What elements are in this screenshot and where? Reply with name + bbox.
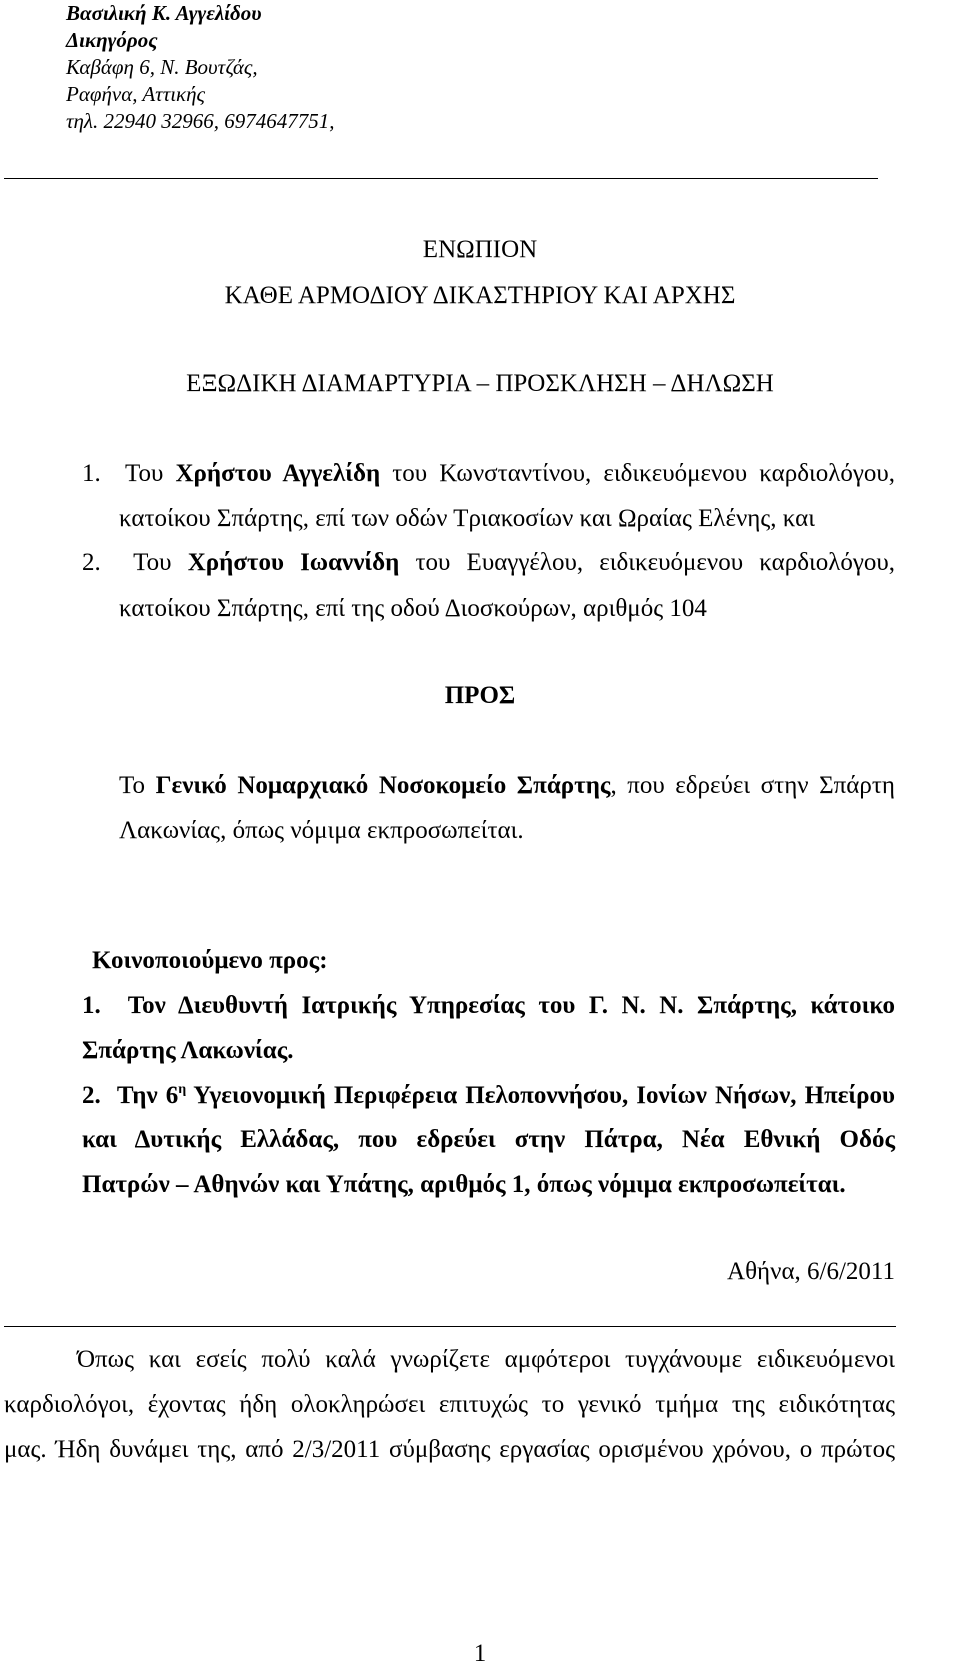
notified-2-line-3: Πατρών – Αθηνών και Υπάτης, αριθμός 1, όπως νόμιμα εκπροσωπείται.	[82, 1171, 846, 1198]
claimant-1-name: Χρήστου Αγγελίδη	[175, 460, 381, 487]
notified-2-text-a: Την 6	[116, 1082, 179, 1109]
body-line-3-text: μας. Ήδη δυνάμει της, από 2/3/2011 σύμβασης εργασίας ορισμένου χρόνου, ο πρώτος	[4, 1436, 895, 1463]
body-line-1	[77, 1346, 895, 1374]
recipient-line-1	[119, 772, 895, 800]
sender-address-2: Ραφήνα, Αττικής	[66, 82, 206, 106]
to-label: ΠΡΟΣ	[444, 682, 516, 709]
claimant-2-number: 2.	[82, 549, 101, 576]
claimant-1-line-2: κατοίκου Σπάρτης, επί των οδών Τριακοσίων και Ωραίας Ελένης, και	[119, 505, 815, 532]
recipient-pre: Το	[119, 772, 146, 799]
claimant-2-line-2: κατοίκου Σπάρτης, επί της οδού Διοσκούρων, αριθμός 104	[119, 595, 707, 622]
notified-2-line-2	[82, 1126, 895, 1154]
sender-phone: τηλ. 22940 32966, 6974647751,	[66, 109, 335, 133]
claimant-1-details: του Κωνσταντίνου, ειδικευόμενου καρδιολόγου,	[392, 460, 896, 487]
body-line-1-text: Όπως και εσείς πολύ καλά γνωρίζετε αμφότεροι τυγχάνουμε ειδικευόμενοι	[77, 1346, 895, 1373]
sender-name: Βασιλική Κ. Αγγελίδου	[66, 1, 262, 25]
claimant-1-pre: Του	[124, 460, 164, 487]
sender-address-1: Καβάφη 6, Ν. Βουτζάς,	[66, 55, 258, 79]
body-line-2	[4, 1391, 895, 1419]
recipient-name: Γενικό Νομαρχιακό Νοσοκομείο Σπάρτης	[155, 772, 611, 799]
notified-1-number: 1.	[82, 992, 101, 1019]
notified-1-text: Τον Διευθυντή Ιατρικής Υπηρεσίας του Γ. Ν. Ν. Σπάρτης, κάτοικο	[127, 992, 895, 1019]
claimant-2-details: του Ευαγγέλου, ειδικευόμενου καρδιολόγου,	[415, 549, 896, 576]
recipient-line-2: Λακωνίας, όπως νόμιμα εκπροσωπείται.	[119, 817, 524, 844]
sender-title: Δικηγόρος	[66, 28, 158, 52]
body-line-3	[4, 1436, 895, 1464]
notified-2-number: 2.	[82, 1082, 101, 1109]
header-divider	[4, 178, 878, 179]
claimant-1-number: 1.	[82, 460, 101, 487]
heading-before: ΕΝΩΠΙΟΝ	[422, 236, 538, 263]
notified-label: Κοινοποιούμενο προς:	[92, 947, 328, 974]
notified-2-line-2-text: και Δυτικής Ελλάδας, που εδρεύει στην Πάτρα, Νέα Εθνική Οδός	[82, 1126, 895, 1153]
place-date: Αθήνα, 6/6/2011	[727, 1258, 895, 1285]
page-number: 1	[473, 1640, 487, 1667]
claimant-2-pre: Του	[133, 549, 172, 576]
claimant-2-line-1	[82, 549, 895, 577]
body-line-2-text: καρδιολόγοι, έχοντας ήδη ολοκληρώσει επιτυχώς το γενικό τμήμα της ειδικότητας	[4, 1391, 895, 1418]
claimant-2-name: Χρήστου Ιωαννίδη	[187, 549, 400, 576]
claimant-1-line-1	[82, 460, 895, 488]
notified-1-line-1	[82, 992, 895, 1020]
notified-2-line-1	[82, 1082, 895, 1110]
document-type-title: ΕΞΩΔΙΚΗ ΔΙΑΜΑΡΤΥΡΙΑ – ΠΡΟΣΚΛΗΣΗ – ΔΗΛΩΣΗ	[186, 370, 774, 397]
notified-1-line-2: Σπάρτης Λακωνίας.	[82, 1037, 294, 1064]
recipient-location: , που εδρεύει στην Σπάρτη	[610, 772, 895, 799]
notified-2-superscript: η	[178, 1082, 187, 1097]
heading-court: ΚΑΘΕ ΑΡΜΟΔΙΟΥ ΔΙΚΑΣΤΗΡΙΟΥ ΚΑΙ ΑΡΧΗΣ	[224, 282, 736, 309]
body-divider	[4, 1326, 896, 1327]
notified-2-text-b: Υγειονομική Περιφέρεια Πελοποννήσου, Ιονίων Νήσων, Ηπείρου	[186, 1082, 896, 1109]
